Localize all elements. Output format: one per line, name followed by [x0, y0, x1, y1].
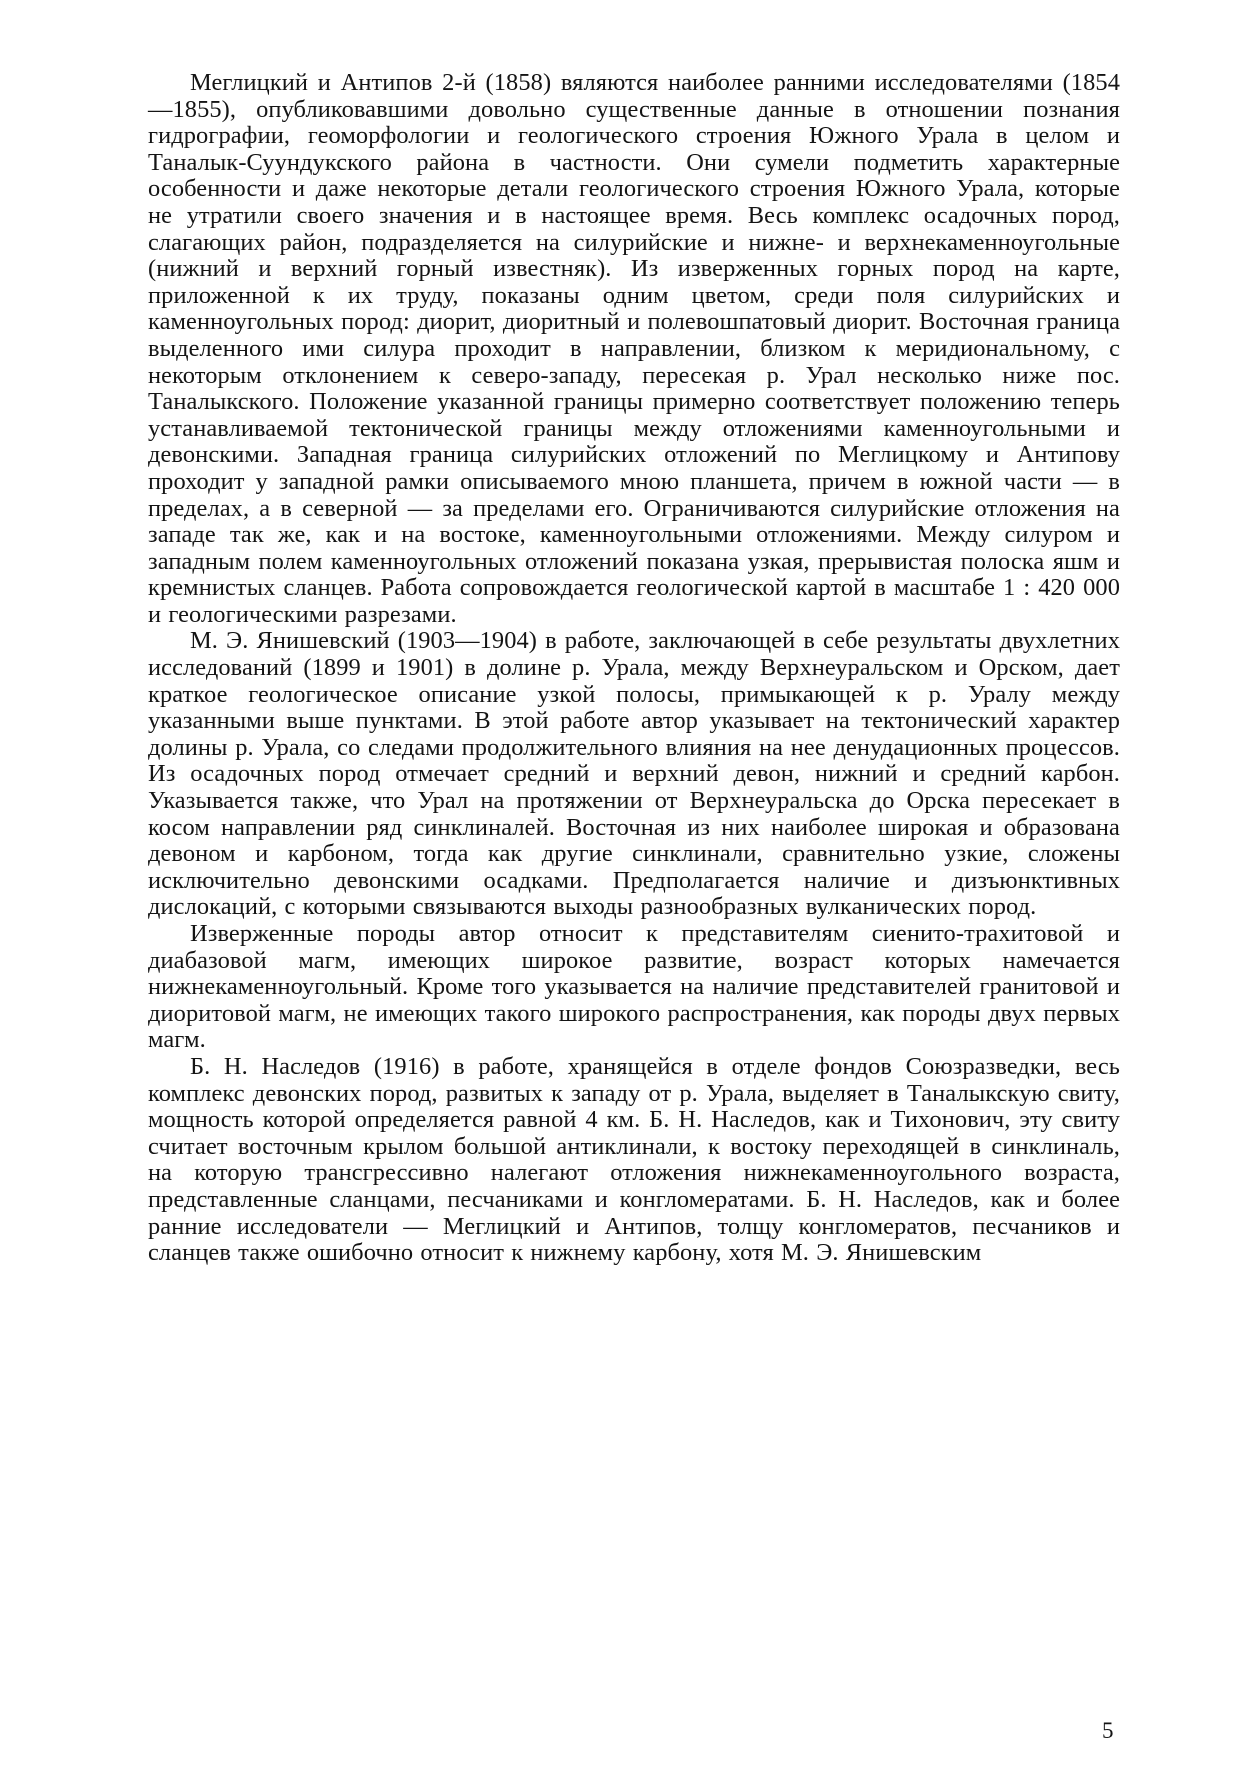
paragraph-yanishevsky: М. Э. Янишевский (1903—1904) в работе, заключающей в себе результаты двухлетних исследований (1899 и 1901) в долине р. Урала, между Верхнеуральском и Орском, дает краткое геологическое описание узкой полосы, примыкающей к р. Уралу между указанными выше пунктами. В этой работе автор указывает на тектонический характер долины р. Урала, со следами продолжительного влияния на нее денудационных процессов. Из осадочных пород отмечает средний и верхний девон, нижний и средний карбон. Указывается также, что Урал на протяжении от Верхнеуральска до Орска пересекает в косом направлении ряд синклиналей. Восточная из них наиболее широкая и образована девоном и карбоном, тогда как другие синклинали, сравнительно узкие, сложены исключительно девонскими осадками. Предполагается наличие и дизъюнктивных дислокаций, с которыми связываются выходы разнообразных вулканических пород.	[148, 627, 1120, 921]
page-body	[148, 70, 1120, 1267]
page-number: 5	[1102, 1718, 1114, 1743]
paragraph-igneous-rocks: Изверженные породы автор относит к представителям сиенито-трахитовой и диабазовой магм, имеющих широкое развитие, возраст которых намечается нижнекаменноугольный. Кроме того указывается на наличие представителей гранитовой и диоритовой магм, не имеющих такого широкого распространения, как породы двух первых магм.	[148, 920, 1120, 1054]
paragraph-megletsky-antipov: Меглицкий и Антипов 2-й (1858) вяляются наиболее ранними исследователями (1854—1855), опубликовавшими довольно существенные данные в отношении познания гидрографии, геоморфологии и геологического строения Южного Урала в целом и Таналык-Суундукского района в частности. Они сумели подметить характерные особенности и даже некоторые детали геологического строения Южного Урала, которые не утратили своего значения и в настоящее время. Весь комплекс осадочных пород, слагающих район, подразделяется на силурийские и нижне- и верхнекаменноугольные (нижний и верхний горный известняк). Из изверженных горных пород на карте, приложенной к их труду, показаны одним цветом, среди поля силурийских и каменноугольных пород: диорит, диоритный и полевошпатовый диорит. Восточная граница выделенного ими силура проходит в направлении, близком к меридиональному, с некоторым отклонением к северо-западу, пересекая р. Урал несколько ниже пос. Таналыкского. Положение указанной границы примерно соответствует положению теперь устанавливаемой тектонической границы между отложениями каменноугольными и девонскими. Западная граница силурийских отложений по Меглицкому и Антипову проходит у западной рамки описываемого мною планшета, причем в южной части — в пределах, а в северной — за пределами его. Ограничиваются силурийские отложения на западе так же, как и на востоке, каменноугольными отложениями. Между силуром и западным полем каменноугольных отложений показана узкая, прерывистая полоска яшм и кремнистых сланцев. Работа сопровождается геологической картой в масштабе 1 : 420 000 и геологическими разрезами.	[148, 69, 1120, 628]
paragraph-nasledov: Б. Н. Наследов (1916) в работе, хранящейся в отделе фондов Союзразведки, весь комплекс девонских пород, развитых к западу от р. Урала, выделяет в Таналыкскую свиту, мощность которой определяется равной 4 км. Б. Н. Наследов, как и Тихонович, эту свиту считает восточным крылом большой антиклинали, к востоку переходящей в синклиналь, на которую трансгрессивно налегают отложения нижнекаменноугольного возраста, представленные сланцами, песчаниками и конгломератами. Б. Н. Наследов, как и более ранние исследователи — Меглицкий и Антипов, толщу конгломератов, песчаников и сланцев также ошибочно относит к нижнему карбону, хотя М. Э. Янишевским	[148, 1052, 1120, 1267]
